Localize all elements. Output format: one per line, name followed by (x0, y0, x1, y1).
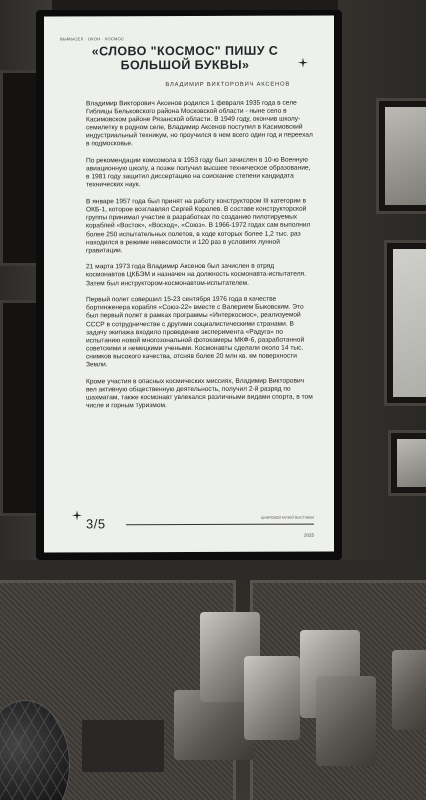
model-base (82, 720, 164, 772)
right-photo-panel (388, 430, 426, 496)
footer-caption: ЦИФРОВОЙ МУЗЕЙ ВЫСТАВКИ (260, 515, 314, 520)
model-block (392, 650, 426, 730)
biography-text (86, 100, 314, 419)
paragraph: По рекомендации комсомола в 1953 году был зачислен в 10-ю Военную авиационную школу, а позже получил высшее техническое образование, в 1981 году защитил диссертацию на соискание степени кандидата технических наук. (86, 156, 311, 189)
paragraph: Кроме участия в опасных космических миссиях, Владимир Викторович вел активную общественную деятельность, получил 2-й разряд по шахматам, также космонавт увлекался различными видами спорта, в том числе и горным туризмом. (86, 377, 313, 410)
info-display (44, 15, 334, 552)
model-block (316, 676, 376, 766)
right-photo-panel (376, 98, 426, 214)
paragraph: 21 марта 1973 года Владимир Аксенов был зачислен в отряд космонавтов ЦКБЭМ и назначен на должность космонавта-испытателя. Затем был инструктором-космонавтом-испытателем. (86, 263, 306, 287)
page-indicator: 3/5 (86, 516, 106, 532)
model-block (244, 656, 300, 740)
page-title: «СЛОВО "КОСМОС" ПИШУ С БОЛЬШОЙ БУКВЫ» (91, 43, 279, 73)
right-display-panel (384, 240, 426, 406)
paragraph: В январе 1957 года был принят на работу конструктором III категории в ОКБ-1, которое возглавлял Сергей Королев. В составе конструкторской группы принимал участие в разработках по созданию пилотируемых кораблей «Восток», «Восход», «Союз». В 1966-1972 годах сам выполнил более 250 испытательных полетов, в ходе которых более 1,2 тыс. раз находился в режиме невесомости и 120 раз в условиях лунной гравитации. (86, 197, 311, 255)
sparkle-icon (72, 510, 82, 520)
footer-year: 2025 (303, 532, 314, 538)
screen-kicker: ВЫМЫСЕЛ · ОКОН · КОСМОС (60, 36, 125, 42)
footer-divider (126, 524, 314, 526)
paragraph: Владимир Викторович Аксенов родился 1 февраля 1935 года в селе Гиблицы Бельковского района Московской области - ныне село в Касимовском районе Рязанской области. В 1949 году, окончив школу-семилетку в родном селе, Владимир Аксенов поступил в Касимовский индустриальный техникум, но проучился в нем всего один год и переехал в подмосковье. (86, 99, 313, 148)
author-name: ВЛАДИМИР ВИКТОРОВИЧ АКСЕНОВ (165, 81, 290, 89)
paragraph: Первый полет совершил 15-23 сентября 1976 года в качестве бортинженера корабля «Союз-22» вместе с Валерием Быковским. Это был первый полет в рамках программы «Интеркосмос», реализуемой СССР в сотрудничестве с другими социалистическими странами. В задачу экипажа входило проведение эксперимента «Радуга» по испытанию новой многозональной фотокамеры МКФ-6, разработанной советскими и немецкими учеными. Космонавты сделали около 14 тыс. снимков высокого качества, отсняв более 20 млн кв. км поверхности Земли. (86, 295, 305, 369)
